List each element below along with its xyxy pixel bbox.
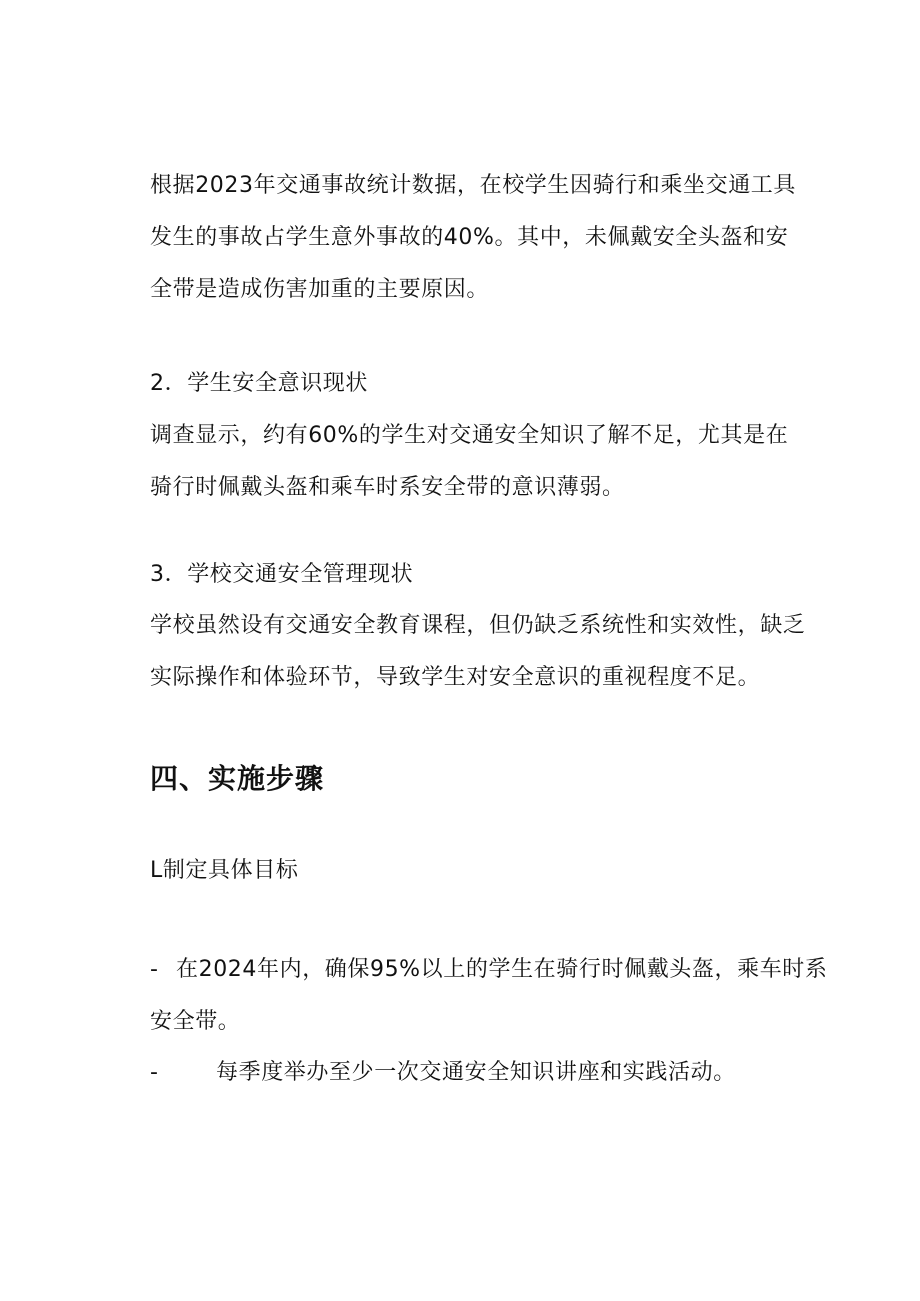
chapter-4-title: 四、实施步骤 xyxy=(150,762,325,795)
paragraph-accident-text: 根据2023年交通事故统计数据，在校学生因骑行和乘坐交通工具发生的事故占学生意外事故的40%。其中，未佩戴安全头盔和安全带是造成伤害加重的主要原因。 xyxy=(150,173,796,302)
step-1-heading: L制定具体目标 xyxy=(150,858,299,883)
section-2-body: 调查显示，约有60%的学生对交通安全知识了解不足，尤其是在骑行时佩戴头盔和乘车时系安全带的意识薄弱。 xyxy=(150,423,789,500)
goal-dash: - xyxy=(150,957,159,982)
paragraph-accident-statistics xyxy=(150,160,810,316)
section-2-heading: 2．学生安全意识现状 xyxy=(150,371,368,396)
section-3-body: 学校虽然设有交通安全教育课程，但仍缺乏系统性和实效性，缺乏实际操作和体验环节，导致学生对安全意识的重视程度不足。 xyxy=(150,613,806,690)
section-3-heading: 3．学校交通安全管理现状 xyxy=(150,562,414,587)
goal-item-1 xyxy=(150,944,830,1048)
goal-dash: - xyxy=(150,1060,159,1085)
goal-item-2 xyxy=(150,1047,830,1099)
goal-text: 在2024年内，确保95%以上的学生在骑行时佩戴头盔，乘车时系安全带。 xyxy=(150,957,828,1034)
goal-text: 每季度举办至少一次交通安全知识讲座和实践活动。 xyxy=(216,1060,736,1085)
